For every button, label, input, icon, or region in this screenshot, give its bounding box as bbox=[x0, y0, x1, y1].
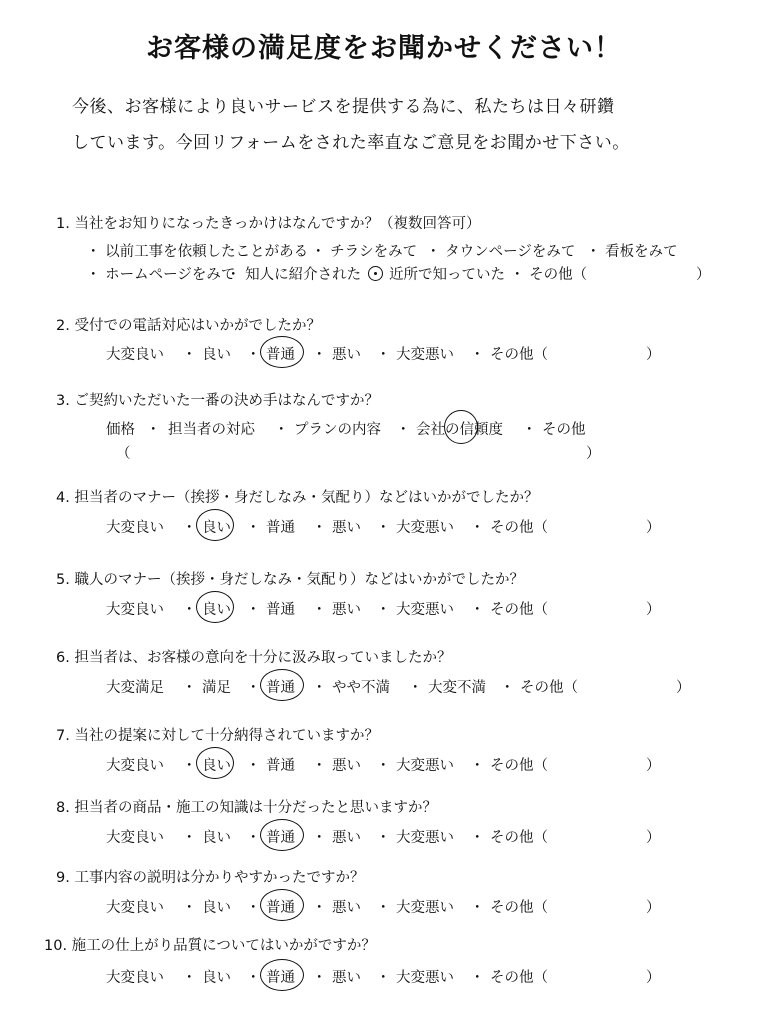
option-very-bad[interactable]: 大変悪い bbox=[396, 900, 454, 916]
separator: ・ bbox=[312, 347, 327, 363]
separator: ・ bbox=[470, 520, 485, 536]
q1-option[interactable]: ・ ホームページをみて bbox=[86, 267, 236, 283]
option-normal[interactable]: 普通 bbox=[266, 900, 295, 916]
question-9 bbox=[56, 866, 364, 887]
separator: ・ bbox=[312, 602, 327, 618]
option-normal[interactable]: 普通 bbox=[266, 758, 295, 774]
separator: ・ bbox=[376, 347, 391, 363]
selected-circle-mark bbox=[368, 266, 383, 281]
q1-option[interactable]: ・ チラシをみて bbox=[311, 244, 418, 260]
question-text: 工事内容の説明は分かりやすかったですか？ bbox=[74, 870, 365, 886]
question-4 bbox=[56, 486, 538, 507]
question-1 bbox=[56, 212, 480, 233]
separator: ・ bbox=[312, 758, 327, 774]
separator: ・ bbox=[470, 758, 485, 774]
separator: ・ bbox=[246, 830, 261, 846]
question-text: 担当者のマナー（挨拶・身だしなみ・気配り）などはいかがでしたか？ bbox=[74, 490, 539, 506]
separator: ・ bbox=[312, 970, 327, 986]
question-text: 当社をお知りになったきっかけはなんですか？（複数回答可） bbox=[74, 216, 481, 232]
option-very-bad[interactable]: 大変悪い bbox=[396, 970, 454, 986]
option-other[interactable]: その他（ bbox=[520, 680, 578, 696]
option-good[interactable]: 良い bbox=[202, 520, 231, 536]
option-normal[interactable]: 普通 bbox=[266, 347, 295, 363]
option-bad[interactable]: 悪い bbox=[332, 758, 361, 774]
option-good[interactable]: 良い bbox=[202, 758, 231, 774]
separator: ・ bbox=[246, 680, 261, 696]
survey-title: お客様の満足度をお聞かせください！ bbox=[146, 33, 622, 64]
question-number: 7. bbox=[56, 728, 70, 744]
separator: ・ bbox=[182, 900, 197, 916]
option-other[interactable]: その他（ bbox=[490, 347, 548, 363]
option-other[interactable]: その他（ bbox=[490, 758, 548, 774]
separator: ・ bbox=[182, 758, 197, 774]
separator: ・ bbox=[312, 680, 327, 696]
separator: ・ bbox=[182, 347, 197, 363]
option-good[interactable]: 良い bbox=[202, 347, 231, 363]
question-3 bbox=[56, 389, 379, 410]
option-staff-response[interactable]: 担当者の対応 bbox=[168, 422, 255, 438]
separator: ・ bbox=[182, 520, 197, 536]
option-good[interactable]: 良い bbox=[202, 970, 231, 986]
option-normal[interactable]: 普通 bbox=[266, 680, 295, 696]
close-paren: ） bbox=[696, 267, 711, 283]
option-very-bad[interactable]: 大変悪い bbox=[396, 830, 454, 846]
open-paren: （ bbox=[116, 446, 131, 462]
option-bad[interactable]: 悪い bbox=[332, 900, 361, 916]
option-very-good[interactable]: 大変良い bbox=[106, 758, 164, 774]
option-good[interactable]: 良い bbox=[202, 602, 231, 618]
question-number: 1. bbox=[56, 216, 70, 232]
close-paren: ） bbox=[646, 758, 661, 774]
close-paren: ） bbox=[646, 602, 661, 618]
question-number: 3. bbox=[56, 393, 70, 409]
option-very-good[interactable]: 大変良い bbox=[106, 970, 164, 986]
question-text: ご契約いただいた一番の決め手はなんですか？ bbox=[74, 393, 379, 409]
separator: ・ bbox=[182, 970, 197, 986]
question-text: 施工の仕上がり品質についてはいかがですか？ bbox=[71, 938, 376, 954]
separator: ・ bbox=[246, 520, 261, 536]
option-other[interactable]: その他（ bbox=[490, 830, 548, 846]
option-good[interactable]: 良い bbox=[202, 830, 231, 846]
separator: ・ bbox=[376, 900, 391, 916]
q1-option[interactable]: ・ 看板をみて bbox=[586, 244, 678, 260]
question-number: 10. bbox=[44, 938, 68, 954]
question-number: 8. bbox=[56, 800, 70, 816]
separator: ・ bbox=[246, 970, 261, 986]
separator: ・ bbox=[500, 680, 515, 696]
option-other[interactable]: その他 bbox=[542, 422, 586, 438]
option-very-bad[interactable]: 大変悪い bbox=[396, 347, 454, 363]
option-other[interactable]: その他（ bbox=[490, 520, 548, 536]
close-paren: ） bbox=[676, 680, 691, 696]
separator: ・ bbox=[470, 347, 485, 363]
question-text: 職人のマナー（挨拶・身だしなみ・気配り）などはいかがでしたか？ bbox=[74, 572, 524, 588]
separator: ・ bbox=[246, 347, 261, 363]
option-plan-content[interactable]: プランの内容 bbox=[294, 422, 381, 438]
question-number: 9. bbox=[56, 870, 70, 886]
option-somewhat-dissatisfied[interactable]: やや不満 bbox=[332, 680, 390, 696]
separator: ・ bbox=[396, 422, 411, 438]
option-satisfied[interactable]: 満足 bbox=[202, 680, 231, 696]
separator: ・ bbox=[246, 602, 261, 618]
option-bad[interactable]: 悪い bbox=[332, 970, 361, 986]
separator: ・ bbox=[182, 830, 197, 846]
separator: ・ bbox=[182, 680, 197, 696]
option-company-trust[interactable]: 会社の信頼度 bbox=[416, 422, 503, 438]
separator: ・ bbox=[146, 422, 161, 438]
separator: ・ bbox=[376, 602, 391, 618]
option-bad[interactable]: 悪い bbox=[332, 347, 361, 363]
option-normal[interactable]: 普通 bbox=[266, 970, 295, 986]
question-number: 4. bbox=[56, 490, 70, 506]
option-other[interactable]: その他（ bbox=[490, 602, 548, 618]
option-very-good[interactable]: 大変良い bbox=[106, 602, 164, 618]
option-very-bad[interactable]: 大変悪い bbox=[396, 758, 454, 774]
separator: ・ bbox=[246, 900, 261, 916]
close-paren: ） bbox=[586, 446, 601, 462]
separator: ・ bbox=[376, 758, 391, 774]
option-very-bad[interactable]: 大変悪い bbox=[396, 602, 454, 618]
close-paren: ） bbox=[646, 970, 661, 986]
option-other[interactable]: その他（ bbox=[490, 970, 548, 986]
option-very-good[interactable]: 大変良い bbox=[106, 900, 164, 916]
question-7 bbox=[56, 724, 379, 745]
separator: ・ bbox=[470, 830, 485, 846]
option-bad[interactable]: 悪い bbox=[332, 520, 361, 536]
q1-option[interactable]: ・ その他（ bbox=[510, 267, 588, 283]
option-normal[interactable]: 普通 bbox=[266, 602, 295, 618]
option-normal[interactable]: 普通 bbox=[266, 830, 295, 846]
question-8 bbox=[56, 796, 437, 817]
question-number: 6. bbox=[56, 650, 70, 666]
question-text: 担当者の商品・施工の知識は十分だったと思いますか？ bbox=[74, 800, 437, 816]
option-very-bad[interactable]: 大変悪い bbox=[396, 520, 454, 536]
option-very-good[interactable]: 大変良い bbox=[106, 347, 164, 363]
separator: ・ bbox=[182, 602, 197, 618]
question-text: 当社の提案に対して十分納得されていますか？ bbox=[74, 728, 379, 744]
question-text: 受付での電話対応はいかがでしたか？ bbox=[74, 318, 321, 334]
intro-line-2: しています。今回リフォームをされた率直なご意見をお聞かせ下さい。 bbox=[72, 133, 630, 153]
question-6 bbox=[56, 646, 451, 667]
question-5 bbox=[56, 568, 524, 589]
question-number: 5. bbox=[56, 572, 70, 588]
option-other[interactable]: その他（ bbox=[490, 900, 548, 916]
separator: ・ bbox=[274, 422, 289, 438]
option-good[interactable]: 良い bbox=[202, 900, 231, 916]
close-paren: ） bbox=[646, 347, 661, 363]
separator: ・ bbox=[470, 970, 485, 986]
separator: ・ bbox=[312, 900, 327, 916]
separator: ・ bbox=[246, 758, 261, 774]
separator: ・ bbox=[376, 830, 391, 846]
separator: ・ bbox=[312, 520, 327, 536]
separator: ・ bbox=[470, 602, 485, 618]
separator: ・ bbox=[522, 422, 537, 438]
question-text: 担当者は、お客様の意向を十分に汲み取っていましたか？ bbox=[74, 650, 452, 666]
separator: ・ bbox=[408, 680, 423, 696]
separator: ・ bbox=[312, 830, 327, 846]
q1-option[interactable]: ・ タウンページをみて bbox=[426, 244, 576, 260]
option-bad[interactable]: 悪い bbox=[332, 830, 361, 846]
option-normal[interactable]: 普通 bbox=[266, 520, 295, 536]
option-very-satisfied[interactable]: 大変満足 bbox=[106, 680, 164, 696]
q1-option-selected[interactable]: 近所で知っていた bbox=[389, 267, 505, 283]
separator: ・ bbox=[376, 970, 391, 986]
q1-option[interactable]: ・ 知人に紹介された bbox=[226, 267, 362, 283]
separator: ・ bbox=[470, 900, 485, 916]
separator: ・ bbox=[376, 520, 391, 536]
option-price[interactable]: 価格 bbox=[106, 422, 135, 438]
question-2 bbox=[56, 314, 321, 335]
option-very-good[interactable]: 大変良い bbox=[106, 520, 164, 536]
question-10 bbox=[44, 934, 376, 955]
question-number: 2. bbox=[56, 318, 70, 334]
close-paren: ） bbox=[646, 830, 661, 846]
option-bad[interactable]: 悪い bbox=[332, 602, 361, 618]
option-very-dissatisfied[interactable]: 大変不満 bbox=[428, 680, 486, 696]
option-very-good[interactable]: 大変良い bbox=[106, 830, 164, 846]
intro-line-1: 今後、お客様により良いサービスを提供する為に、私たちは日々研鑽 bbox=[72, 97, 615, 117]
q1-option[interactable]: ・ 以前工事を依頼したことがある bbox=[86, 244, 309, 260]
close-paren: ） bbox=[646, 520, 661, 536]
close-paren: ） bbox=[646, 900, 661, 916]
